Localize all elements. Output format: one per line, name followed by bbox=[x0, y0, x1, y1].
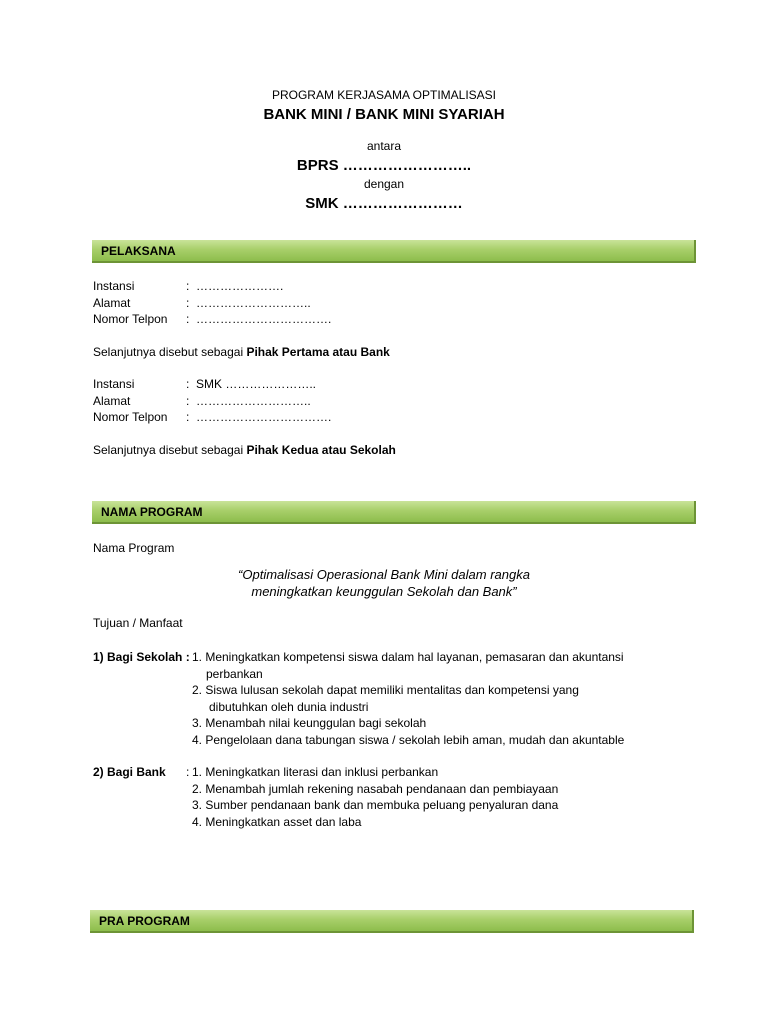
telpon-label: Nomor Telpon bbox=[93, 312, 168, 326]
alamat-label: Alamat bbox=[93, 393, 131, 408]
section-title-nama-program: NAMA PROGRAM bbox=[101, 505, 203, 519]
bagi-sekolah-label: 1) Bagi Sekolah : bbox=[93, 650, 190, 664]
instansi-value: …………………. bbox=[196, 279, 284, 293]
sekolah-item: 1. Meningkatkan kompetensi siswa dalam hal layanan, pemasaran dan akuntansi bbox=[192, 650, 624, 664]
telpon-value: ……………………………. bbox=[196, 312, 332, 326]
telpon-label: Nomor Telpon bbox=[93, 410, 168, 424]
statement-prefix: Selanjutnya disebut sebagai bbox=[93, 345, 247, 359]
colon: : bbox=[186, 377, 190, 391]
instansi-label: Instansi bbox=[93, 279, 135, 293]
sekolah-item: 3. Menambah nilai keunggulan bagi sekolah bbox=[192, 716, 427, 730]
pihak-kedua-block bbox=[0, 376, 768, 428]
tujuan-label: Tujuan / Manfaat bbox=[93, 616, 183, 630]
statement-bold: Pihak Kedua atau Sekolah bbox=[246, 443, 396, 457]
section-bar-nama-program bbox=[92, 501, 696, 524]
header-dengan: dengan bbox=[363, 177, 405, 191]
alamat-label: Alamat bbox=[93, 295, 131, 310]
nama-program-label: Nama Program bbox=[93, 541, 175, 555]
alamat-value: ……………………….. bbox=[196, 295, 311, 310]
bank-item: 3. Sumber pendanaan bank dan membuka peluang penyaluran dana bbox=[192, 798, 559, 812]
program-quote-line-2: meningkatkan keunggulan Sekolah dan Bank” bbox=[251, 584, 517, 599]
instansi-label: Instansi bbox=[93, 377, 135, 391]
colon: : bbox=[186, 410, 190, 424]
colon: : bbox=[186, 279, 190, 293]
header-antara: antara bbox=[366, 139, 402, 153]
pihak-pertama-statement bbox=[93, 344, 390, 361]
section-bar-pelaksana bbox=[92, 240, 696, 263]
bank-colon: : bbox=[186, 765, 190, 779]
telpon-value: ……………………………. bbox=[196, 410, 332, 424]
bagi-bank-label: 2) Bagi Bank bbox=[93, 765, 166, 779]
alamat-value: ……………………….. bbox=[196, 393, 311, 408]
header-line-1: PROGRAM KERJASAMA OPTIMALISASI bbox=[271, 88, 497, 102]
bank-item: 2. Menambah jumlah rekening nasabah pendanaan dan pembiayaan bbox=[192, 781, 559, 796]
program-quote-line-1: “Optimalisasi Operasional Bank Mini dalam rangka bbox=[238, 567, 530, 582]
header-title: BANK MINI / BANK MINI SYARIAH bbox=[263, 106, 505, 123]
sekolah-item: 2. Siswa lulusan sekolah dapat memiliki mentalitas dan kompetensi yang bbox=[192, 683, 579, 697]
pihak-pertama-block bbox=[0, 278, 768, 330]
colon: : bbox=[186, 393, 190, 408]
instansi-value: SMK ………………….. bbox=[196, 377, 317, 391]
statement-bold: Pihak Pertama atau Bank bbox=[246, 345, 390, 359]
sekolah-item: 4. Pengelolaan dana tabungan siswa / sekolah lebih aman, mudah dan akuntable bbox=[192, 732, 625, 747]
bank-item: 4. Meningkatkan asset dan laba bbox=[192, 814, 362, 829]
sekolah-item-cont: perbankan bbox=[206, 666, 263, 681]
header-bprs: BPRS …………………….. bbox=[296, 157, 472, 174]
section-title-pelaksana: PELAKSANA bbox=[101, 244, 176, 258]
section-title-pra-program: PRA PROGRAM bbox=[99, 914, 190, 928]
header-smk: SMK …………………… bbox=[305, 195, 463, 212]
statement-prefix: Selanjutnya disebut sebagai bbox=[93, 443, 247, 457]
bank-item: 1. Meningkatkan literasi dan inklusi perbankan bbox=[192, 765, 439, 779]
colon: : bbox=[186, 312, 190, 326]
sekolah-item-cont: dibutuhkan oleh dunia industri bbox=[209, 699, 369, 714]
colon: : bbox=[186, 295, 190, 310]
section-bar-pra-program bbox=[90, 910, 694, 933]
pihak-kedua-statement bbox=[93, 442, 396, 459]
